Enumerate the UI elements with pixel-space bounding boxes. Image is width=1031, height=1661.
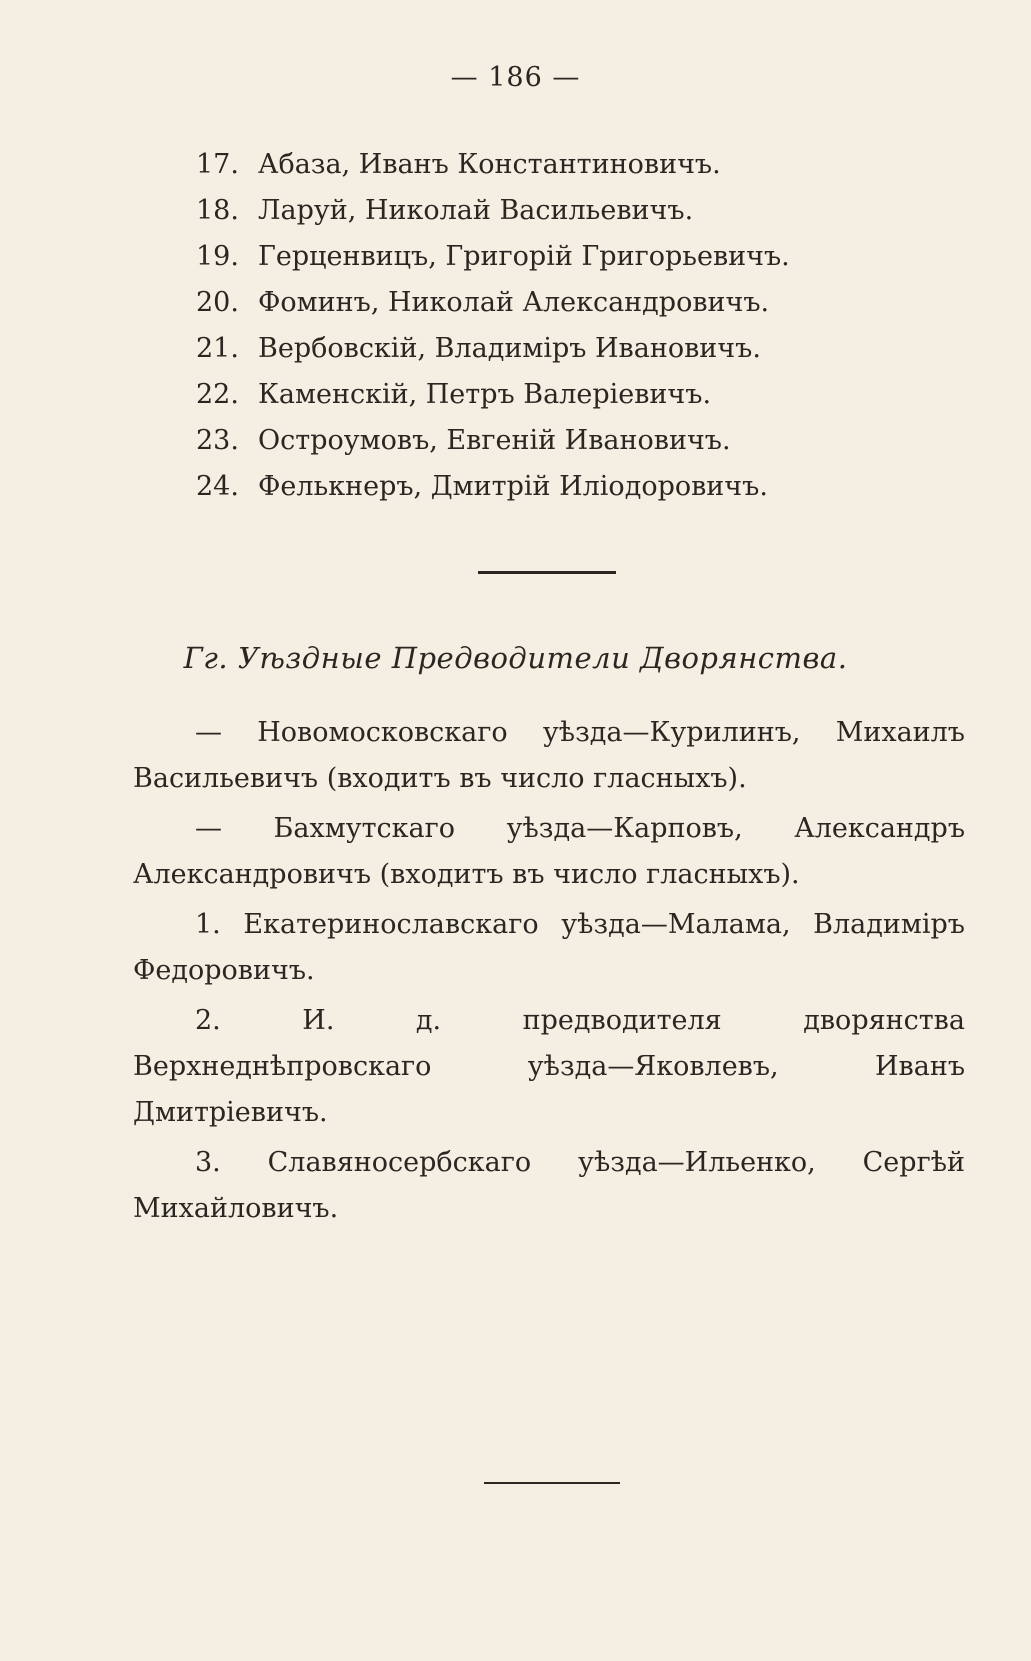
member-name: Остроумовъ, Евгеній Ивановичъ.	[258, 425, 731, 456]
member-name: Фоминъ, Николай Александровичъ.	[258, 287, 770, 318]
page-number: — 186 —	[450, 62, 581, 93]
list-item	[196, 234, 790, 280]
member-name: Каменскій, Петръ Валеріевичъ.	[258, 379, 712, 410]
item-number: 20.	[196, 287, 239, 318]
list-item	[196, 326, 790, 372]
leader-entry: 1. Екатеринославскаго уѣзда—Малама, Владиміръ Федоровичъ.	[133, 909, 965, 986]
item-number: 22.	[196, 379, 239, 410]
item-number: 17.	[196, 149, 239, 180]
item-number: 19.	[196, 241, 239, 272]
section-divider-top	[478, 571, 616, 574]
item-number: 18.	[196, 195, 239, 226]
item-number: 21.	[196, 333, 239, 364]
member-list	[196, 142, 790, 510]
leader-entry: — Новомосковскаго уѣзда—Курилинъ, Михаилъ Васильевичъ (входитъ въ число гласныхъ).	[133, 717, 965, 794]
list-item	[196, 464, 790, 510]
section-divider-bottom	[484, 1482, 620, 1484]
list-item	[196, 188, 790, 234]
leader-entry: 3. Славяносербскаго уѣзда—Ильенко, Сергѣй Михайловичъ.	[133, 1147, 965, 1224]
member-name: Ларуй, Николай Васильевичъ.	[258, 195, 694, 226]
list-item	[196, 418, 790, 464]
member-name: Абаза, Иванъ Константиновичъ.	[258, 149, 721, 180]
member-name: Вербовскій, Владиміръ Ивановичъ.	[258, 333, 761, 364]
list-item	[196, 142, 790, 188]
member-name: Герценвицъ, Григорій Григорьевичъ.	[258, 241, 790, 272]
leader-entry: 2. И. д. предводителя дворянства Верхнеднѣпровскаго уѣзда—Яковлевъ, Иванъ Дмитріевичъ.	[133, 1005, 965, 1128]
leaders-list	[133, 710, 965, 1236]
item-number: 23.	[196, 425, 239, 456]
member-name: Фелькнеръ, Дмитрій Иліодоровичъ.	[258, 471, 768, 502]
leader-entry: — Бахмутскаго уѣзда—Карповъ, Александръ Александровичъ (входитъ въ число гласныхъ).	[133, 813, 965, 890]
list-item	[196, 280, 790, 326]
list-item	[196, 372, 790, 418]
section-heading: Гг. Уѣздные Предводители Дворянства.	[183, 641, 848, 675]
item-number: 24.	[196, 471, 239, 502]
